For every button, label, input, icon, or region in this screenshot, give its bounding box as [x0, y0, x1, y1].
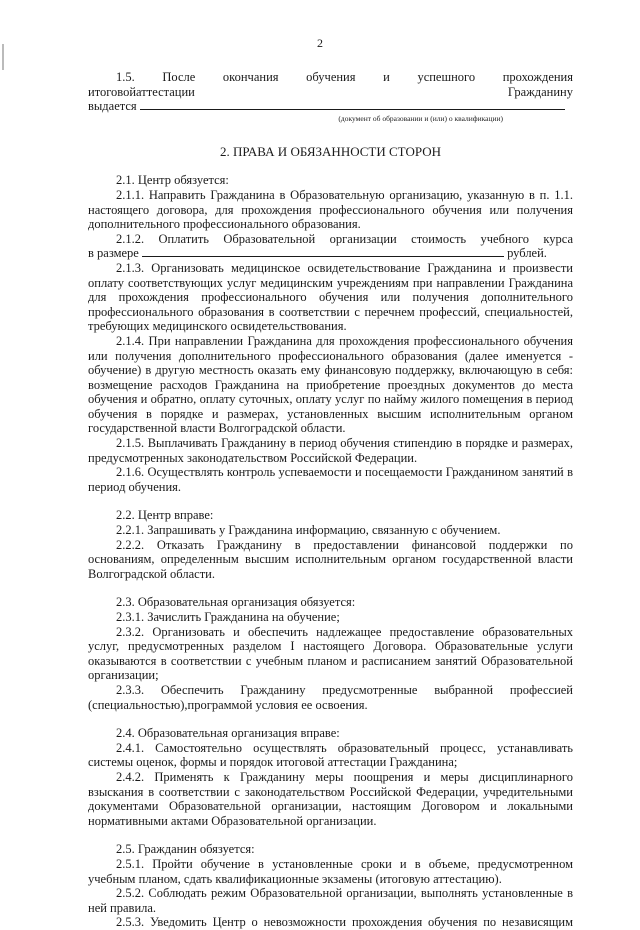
paragraph-2-1-4: 2.1.4. При направлении Гражданина для прохождения профессионального обучения или получения дополнительного профессионального образования (далее именуется - обучение) в другую местность оказать ему финансовую поддержку, включающую в себя: возмещение расходов Гражданина на приобретение проездных документов до места обучения и обратно, оплату суточных, оплату услуг по найму жилого помещения в период обучения в порядке и размерах, установленных высшим исполнительным органом государственной власти Волгоградской области.	[88, 333, 573, 436]
paragraph-2-5-2: 2.5.2. Соблюдать режим Образовательной организации, выполнять установленные в ней правила.	[88, 886, 573, 915]
paragraph-1-5-line1: 1.5. После окончания обучения и успешного прохождения	[116, 70, 573, 84]
paragraph-2-5-1: 2.5.1. Пройти обучение в установленные сроки и в объеме, предусмотренном учебным планом, сдать квалификационные экзамены (итоговую аттестацию).	[88, 856, 573, 886]
final-certification-text: итоговойаттестации	[88, 84, 195, 99]
paragraph-1-5-line2	[88, 85, 573, 100]
amount-blank-line	[142, 256, 504, 257]
document-body	[88, 70, 573, 930]
paragraph-2-1-5: 2.1.5. Выплачивать Гражданину в период обучения стипендию в порядке и размерах, предусмотренных законодательством Российской Федерации.	[88, 436, 573, 465]
paragraph-2-2-1: 2.2.1. Запрашивать у Гражданина информацию, связанную с обучением.	[116, 523, 501, 538]
paragraph-2-2: 2.2. Центр вправе:	[116, 508, 214, 523]
paragraph-2-4: 2.4. Образовательная организация вправе:	[116, 726, 340, 741]
spacer	[88, 828, 573, 842]
paragraph-2-2-2: 2.2.2. Отказать Гражданину в предоставлении финансовой поддержки по основаниям, определенным высшим исполнительным органом государственной власти Волгоградской области.	[88, 537, 573, 581]
paragraph-2-1: 2.1. Центр обязуется:	[116, 173, 229, 188]
paragraph-2-3-1: 2.3.1. Зачислить Гражданина на обучение;	[116, 610, 340, 624]
spacer	[88, 494, 573, 508]
rubles-text: рублей.	[507, 246, 547, 261]
paragraph-2-3-2: 2.3.2. Организовать и обеспечить надлежащее предоставление образовательных услуг, предусмотренных разделом I настоящего Договора. Образовательные услуги оказываются в соответствии с учебным планом и расписанием занятий Образовательной организации;	[88, 624, 573, 683]
paragraph-2-4-2: 2.4.2. Применять к Гражданину меры поощрения и меры дисциплинарного взыскания в соответствии с законодательством Российской Федерации, учредительными документами Образовательной организации, настоящим Договором и локальными нормативными актами Образовательной организации.	[88, 769, 573, 828]
paragraph-2-4-1: 2.4.1. Самостоятельно осуществлять образовательный процесс, устанавливать системы оценок, формы и порядок итоговой аттестации Гражданина;	[88, 740, 573, 770]
section-2-title: 2. ПРАВА И ОБЯЗАННОСТИ СТОРОН	[219, 143, 442, 159]
page-number: 2	[317, 36, 323, 50]
document-blank-line	[140, 109, 565, 110]
paragraph-2-1-1: 2.1.1. Направить Гражданина в Образовательную организацию, указанную в п. 1.1. настоящего договора, для прохождения профессионального обучения или получения дополнительного профессионального образования.	[88, 187, 573, 232]
paragraph-2-3-3: 2.3.3. Обеспечить Гражданину предусмотренные выбранной профессией (специальностью),программой условия ее освоения.	[88, 682, 573, 712]
paragraph-2-3: 2.3. Образовательная организация обязуется:	[116, 595, 356, 610]
spacer	[88, 581, 573, 595]
spacer	[88, 712, 573, 726]
paragraph-2-1-2-amount	[88, 246, 573, 261]
paragraph-1-5-line3	[88, 99, 573, 114]
paragraph-2-1-3: 2.1.3. Организовать медицинское освидетельствование Гражданина и произвести оплату соответствующих услуг медицинским учреждениям при направлении Гражданина для прохождения профессионального обучения или получения дополнительного профессионального образования в соответствии с перечнем профессий, специальностей, требующих медицинского освидетельствования.	[88, 260, 573, 334]
paragraph-2-1-6: 2.1.6. Осуществлять контроль успеваемости и посещаемости Гражданином занятий в период обучения.	[88, 465, 573, 494]
document-caption: (документ об образовании и (или) о квалификации)	[338, 113, 503, 123]
amount-label: в размере	[88, 246, 139, 261]
paragraph-2-1-2: 2.1.2. Оплатить Образовательной организации стоимость учебного курса	[116, 231, 573, 246]
issued-text: выдается	[88, 99, 137, 114]
citizen-text: Гражданину	[507, 84, 573, 99]
paragraph-2-5: 2.5. Гражданин обязуется:	[116, 842, 255, 857]
paragraph-2-5-3: 2.5.3. Уведомить Центр о невозможности прохождения обучения по независящим	[116, 915, 573, 930]
